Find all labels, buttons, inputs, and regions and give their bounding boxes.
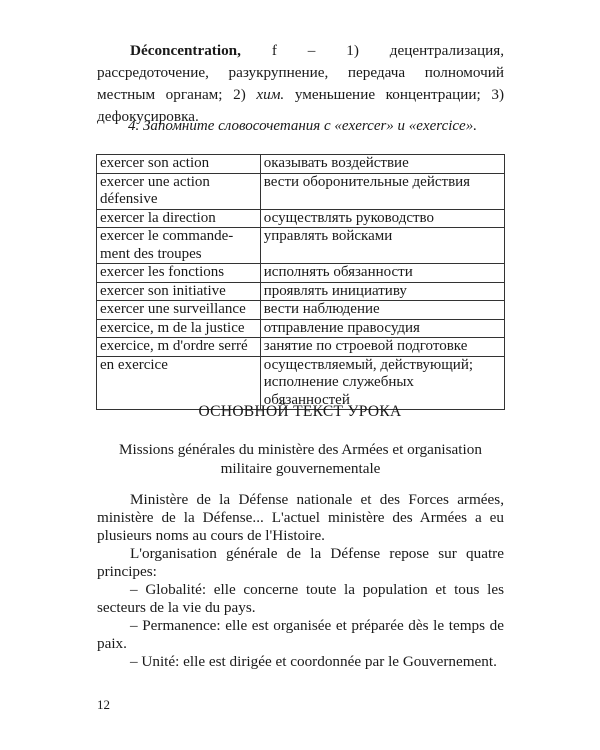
vocabulary-table xyxy=(96,154,505,410)
russian-translation: вести оборонительные действия xyxy=(260,173,504,209)
lesson-title: Missions générales du ministère des Armées et organisation militaire gouvernementale xyxy=(119,441,482,477)
french-phrase: exercer la direction xyxy=(97,209,261,228)
body-paragraph: – Permanence: elle est organisée et préparée dès le temps de paix. xyxy=(97,617,504,652)
russian-translation: осуществлять руководство xyxy=(260,209,504,228)
russian-translation: исполнять обязанности xyxy=(260,264,504,283)
french-phrase: exercer une surveillance xyxy=(97,301,261,320)
table-row xyxy=(97,301,505,320)
body-paragraph: – Globalité: elle concerne toute la population et tous les secteurs de la vie du pays. xyxy=(97,581,504,616)
body-paragraph: – Unité: elle est dirigée et coordonnée par le Gouvernement. xyxy=(130,653,497,670)
table-row xyxy=(97,319,505,338)
table-row xyxy=(97,264,505,283)
russian-translation: проявлять инициативу xyxy=(260,282,504,301)
french-phrase: en exercice xyxy=(97,356,261,410)
page-number: 12 xyxy=(97,697,110,712)
french-phrase: exercice, m d'ordre serré xyxy=(97,338,261,357)
russian-translation: управлять войсками xyxy=(260,228,504,264)
russian-translation: оказывать воздействие xyxy=(260,155,504,174)
russian-translation: занятие по строевой подготовке xyxy=(260,338,504,357)
french-phrase: exercer le commande-ment des troupes xyxy=(97,228,261,264)
french-phrase: exercer son initiative xyxy=(97,282,261,301)
table-row xyxy=(97,338,505,357)
definition-paragraph xyxy=(97,40,504,128)
definition-text-part1: f – 1) децентрализация, рассредоточение, разукрупнение, передача полномочий местным органам; 2) xyxy=(97,42,504,103)
table-row xyxy=(97,209,505,228)
french-phrase: exercer les fonctions xyxy=(97,264,261,283)
table-row xyxy=(97,173,505,209)
russian-translation: осуществляемый, действующий; исполнение служебных обязанностей xyxy=(260,356,504,410)
definition-abbreviation: хим. xyxy=(256,86,285,103)
table-row xyxy=(97,228,505,264)
definition-text-part2: уменьшение концентрации; 3) дефокусировка. xyxy=(97,86,505,125)
body-paragraph: Ministère de la Défense nationale et des Forces armées, ministère de la Défense... L'actuel ministère des Armées a eu plusieurs noms au cours de l'Histoire. xyxy=(97,491,504,544)
exercise-heading: 4. Запомните словосочетания с «exercer» и «exercice». xyxy=(128,118,477,134)
lesson-body xyxy=(97,491,504,671)
french-phrase: exercer son action xyxy=(97,155,261,174)
table-row xyxy=(97,155,505,174)
russian-translation: отправление правосудия xyxy=(260,319,504,338)
definition-term: Déconcentration, xyxy=(130,42,241,59)
french-phrase: exercice, m de la justice xyxy=(97,319,261,338)
body-paragraph: L'organisation générale de la Défense repose sur quatre principes: xyxy=(97,545,504,580)
french-phrase: exercer une action défensive xyxy=(97,173,261,209)
section-title: ОСНОВНОЙ ТЕКСТ УРОКА xyxy=(198,403,402,420)
table-row xyxy=(97,356,505,410)
russian-translation: вести наблюдение xyxy=(260,301,504,320)
table-row xyxy=(97,282,505,301)
